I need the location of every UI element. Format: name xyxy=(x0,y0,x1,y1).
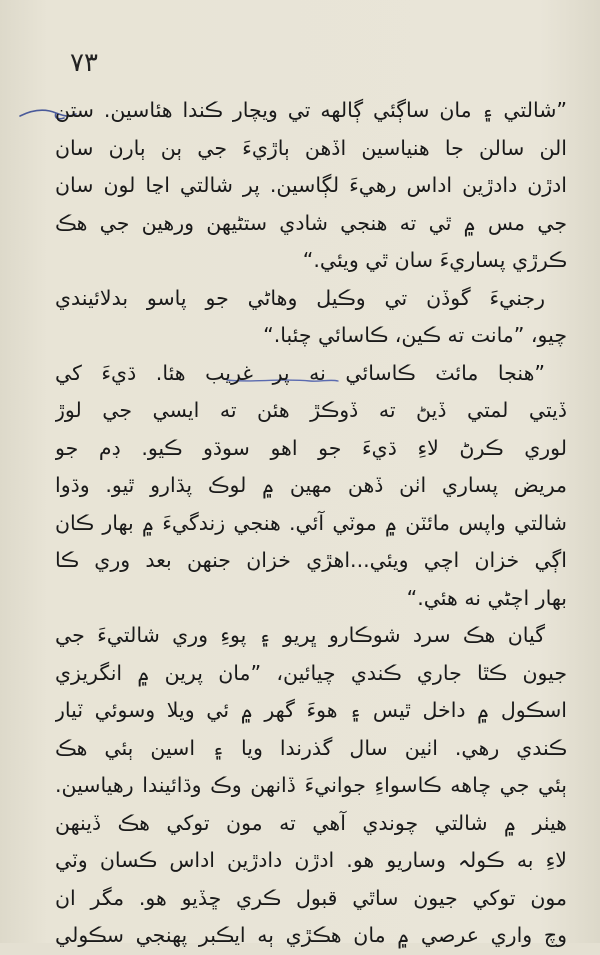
text-line: بهار اچڻي نه هئي.“ xyxy=(406,585,567,610)
text-line: الن سالن جا هنياسين اڏهن ٻاڙيءَ جي ٻن ٻارن سان xyxy=(55,135,567,160)
paragraph xyxy=(55,355,567,618)
text-line: ”شالتي ۽ مان ساڳئي ڳالهه تي ويچار ڪندا هئاسين. ستن xyxy=(55,98,567,122)
text-line: ادڙن دادڙين اداس رهيءَ لڳاسين. پر شالتي اڃا لون سان xyxy=(55,173,567,197)
body-text xyxy=(55,92,567,955)
text-line: ڪندي رهي. اٺين سال گذرندا ويا ۽ اسين ٻئي هڪ xyxy=(55,735,567,760)
text-line: چيو، ”مانت ته ڪين، ڪاسائي چئبا.“ xyxy=(263,323,567,347)
text-line: شالتي واپس مائٽن ۾ موٽي آئي. هنجي زندگيءَ ۾ بهار ڪان xyxy=(55,510,567,535)
text-line: وچ واري عرصي ۾ مان هڪڙي ٻه ايڪبر پهنجي سڪولي xyxy=(55,923,567,947)
text-line: جي مس ۾ ٿي ته هنجي شادي ستڻيهن ورهين جي هڪ xyxy=(55,210,567,235)
text-line: رجنيءَ گوڏن تي وڪيل وهاڻي جو پاسو بدلائيندي xyxy=(55,285,545,310)
text-line: ڪرڙي پساريءَ سان ٿي ويئي.“ xyxy=(302,248,567,272)
page-number: ٧٣ xyxy=(70,48,98,78)
text-line: لاءِ به ڪولہ وساريو هو. ادڙن دادڙين اداس ڪسان وٽي xyxy=(55,848,567,872)
text-line: ڏيتي لمتي ڏيڻ ته ڏوڪڙ هئن ته ايسي جي لوڙ xyxy=(55,398,567,422)
text-line: لوري ڪرڻ لاءِ ڌيءَ جو اهو سوڌو ڪيو. ڊم جو xyxy=(55,435,567,460)
text-line: ”هنجا مائٽ ڪاسائي نه پر غريب هئا. ڌيءَ کي xyxy=(55,360,545,385)
text-line: مريض پساري اٺن ڏهن مهين ۾ لوڪ پڌارو ٿيو. وڌوا xyxy=(55,473,567,497)
paragraph xyxy=(55,280,567,355)
text-line: اسڪول ۾ داخل ٿيس ۽ هوءَ گهر ۾ ئي ويلا وسوئي ٽيار xyxy=(55,698,567,722)
text-line: گيان هڪ سرد شوڪارو ڀريو ۽ پوءِ وري شالتيءَ جي xyxy=(55,623,545,647)
paragraph xyxy=(55,92,567,280)
text-line: مون توکي جيون ساٿي قبول ڪري ڇڏيو هو. مگر ان xyxy=(55,885,567,910)
text-line: ٻئي جي چاهه ڪاسواءِ جوانيءَ ڏانهن وڪ وڌائيندا رهياسين. xyxy=(55,773,567,797)
text-line: اڳي خزان اچي ويئي...اهڙي خزان جنهن بعد وري ڪا xyxy=(55,548,567,572)
text-line: هيٺر ۾ شالتي چوندي آهي ته مون توکي هڪ ڏينهن xyxy=(55,810,567,835)
text-line: جيون ڪٿا جاري ڪندي چيائين، ”مان پرين ۾ انگريزي xyxy=(55,660,567,685)
paragraph xyxy=(55,617,567,955)
